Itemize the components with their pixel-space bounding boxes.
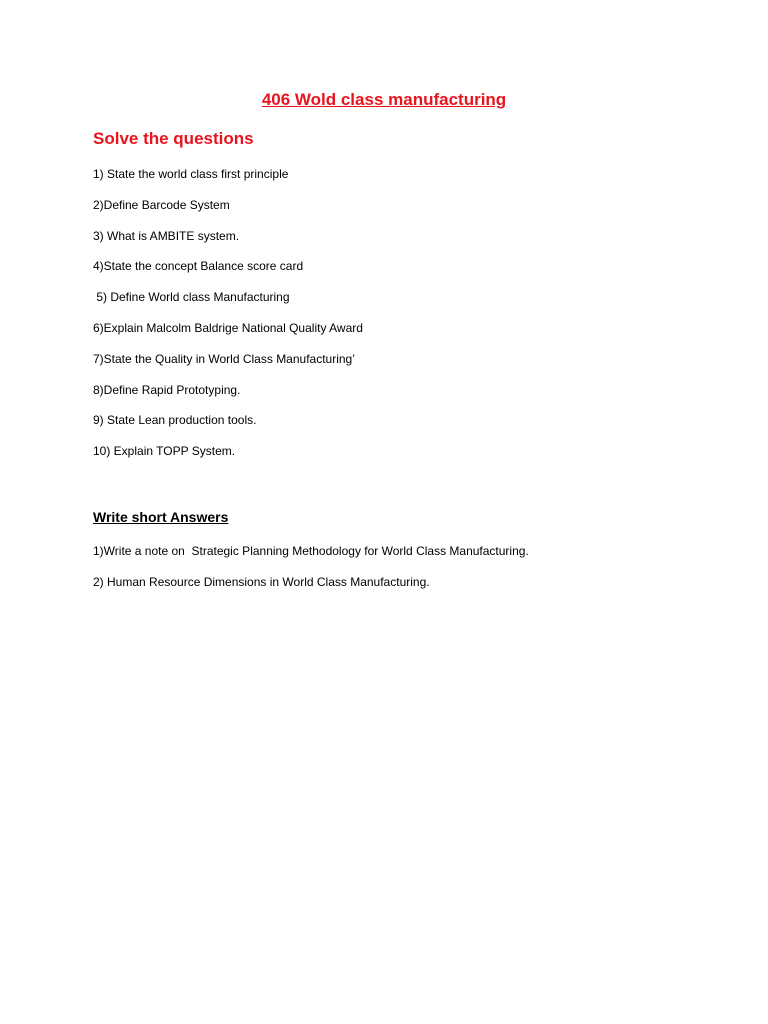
question-item: 3) What is AMBITE system. <box>93 228 240 243</box>
short-answers-list <box>93 542 529 603</box>
question-item: 5) Define World class Manufacturing <box>93 290 290 305</box>
short-answer-item: 1)Write a note on Strategic Planning Methodology for World Class Manufacturing. <box>93 544 529 558</box>
section-heading-short-answers: Write short Answers <box>93 509 229 525</box>
question-item: 4)State the concept Balance score card <box>93 259 304 274</box>
question-item: 9) State Lean production tools. <box>93 413 257 428</box>
question-item: 2)Define Barcode System <box>93 197 230 212</box>
question-item: 10) Explain TOPP System. <box>93 444 236 459</box>
document-title: 406 Wold class manufacturing <box>261 90 507 109</box>
question-item: 7)State the Quality in World Class Manufacturing’ <box>93 351 355 366</box>
short-answer-item: 2) Human Resource Dimensions in World Class Manufacturing. <box>93 574 430 589</box>
question-item: 6)Explain Malcolm Baldrige National Quality Award <box>93 320 363 335</box>
question-item: 1) State the world class first principle <box>93 167 289 181</box>
questions-list <box>93 165 363 473</box>
question-item: 8)Define Rapid Prototyping. <box>93 382 241 397</box>
section-heading-solve-questions: Solve the questions <box>93 129 254 148</box>
